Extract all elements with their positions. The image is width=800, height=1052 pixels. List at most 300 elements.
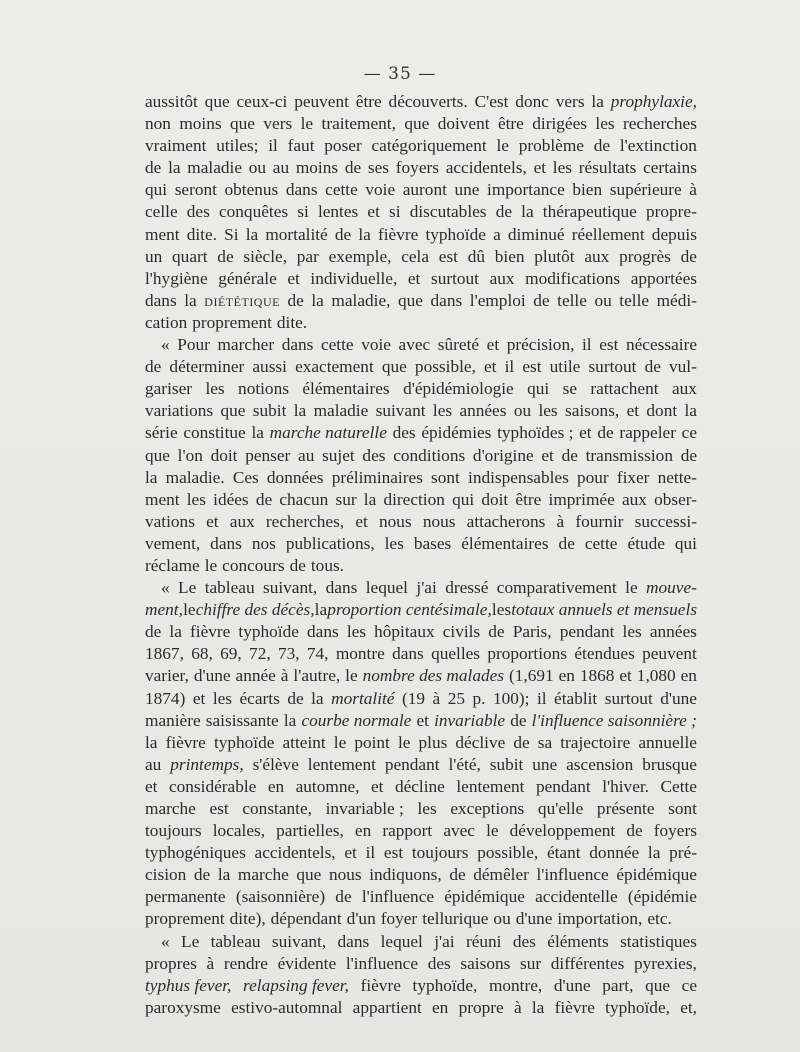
word: en <box>680 666 697 686</box>
word: de <box>217 246 234 266</box>
word: typhus fever, <box>145 975 232 995</box>
word: qui <box>674 533 697 553</box>
word: cette <box>320 335 354 355</box>
word: lentement <box>307 754 376 774</box>
word: totaux annuels et mensuels <box>511 600 697 620</box>
word: typhoïde, <box>605 997 670 1017</box>
word: que <box>204 92 230 111</box>
word: il <box>536 688 547 708</box>
text-line <box>145 201 697 223</box>
text-line <box>145 113 697 135</box>
word: diététique <box>204 290 280 310</box>
word: typhoïde <box>213 732 275 752</box>
word: les <box>622 622 642 642</box>
word: la <box>293 401 307 421</box>
word: suivant <box>375 401 426 421</box>
word: pendant <box>384 754 440 774</box>
word: et <box>355 511 368 531</box>
word: surtout <box>588 357 637 377</box>
text-line <box>145 621 697 643</box>
word: ou <box>248 158 267 178</box>
word: invariable <box>434 710 506 730</box>
text-line <box>145 489 697 511</box>
word: il <box>504 357 515 377</box>
word: transmission <box>585 445 673 465</box>
word: ment, <box>145 600 183 620</box>
word: indiquons, <box>369 865 442 885</box>
word: résultats <box>578 158 637 178</box>
word: auront <box>402 180 447 200</box>
word: dans <box>337 931 370 951</box>
word: 73, <box>277 644 300 664</box>
word: de <box>558 533 575 553</box>
word: le <box>300 114 314 134</box>
text-line <box>145 179 697 201</box>
text-line <box>145 135 697 157</box>
text-line <box>145 864 697 886</box>
word: de <box>193 865 211 885</box>
word: concours <box>222 555 285 575</box>
word: lentement <box>456 776 525 796</box>
word: à <box>513 997 522 1017</box>
word: 1868 <box>579 666 615 686</box>
word: l'hygiène <box>145 268 208 288</box>
word: à <box>689 180 697 200</box>
word: de <box>449 865 466 885</box>
word: toujours <box>145 821 202 841</box>
word: que <box>220 401 246 421</box>
word: Ces <box>232 467 259 487</box>
word: tous. <box>310 555 345 575</box>
word: 25 <box>447 688 465 708</box>
word: le <box>397 732 411 752</box>
word: en <box>267 776 285 796</box>
word: précision, <box>506 335 575 355</box>
word: dite), <box>229 909 266 929</box>
word: exemple, <box>328 246 392 266</box>
text-line <box>145 798 697 820</box>
word: surtout <box>604 688 653 708</box>
word: tableau <box>204 578 255 598</box>
word: la <box>358 224 371 244</box>
word: Paris, <box>512 622 552 642</box>
word: année <box>235 666 276 686</box>
word: dans <box>392 644 424 664</box>
word: successi- <box>634 511 697 531</box>
word: mouve- <box>646 578 697 598</box>
word: tellurique <box>422 909 489 929</box>
word: possible, <box>477 843 539 863</box>
word: 1,080 <box>636 666 676 686</box>
word: ou <box>493 909 511 929</box>
word: une <box>532 754 558 774</box>
word: que <box>645 975 671 995</box>
word: et <box>626 401 640 421</box>
word: chiffre des décès, <box>195 600 315 620</box>
word: (1,691 <box>508 666 554 686</box>
word: qui <box>145 180 168 200</box>
word: est <box>383 843 404 863</box>
word: présente <box>596 799 655 818</box>
word: la <box>217 865 231 885</box>
word: cision <box>145 865 187 885</box>
word: invariable ; <box>325 799 404 818</box>
word: établit <box>554 688 598 708</box>
word: rappeler <box>619 423 676 443</box>
word: la <box>145 467 158 487</box>
word: de <box>488 622 505 642</box>
word: les <box>538 401 558 421</box>
word: accidentels, <box>445 158 527 178</box>
word: C'est <box>474 92 509 111</box>
word: est <box>522 357 542 377</box>
word: attacherons <box>466 511 546 531</box>
word: maladie, <box>331 290 391 310</box>
word: mortalité <box>331 688 395 708</box>
word: en <box>354 821 372 841</box>
word: réellement <box>571 224 645 244</box>
word: que <box>404 114 430 134</box>
word: de <box>680 445 697 465</box>
word: l'été, <box>448 754 481 774</box>
word: la <box>314 600 328 620</box>
word: dressé <box>445 578 489 598</box>
word: nombre des malades <box>362 666 505 686</box>
word: « <box>161 578 170 598</box>
word: « <box>161 931 170 951</box>
word: faut <box>287 136 315 156</box>
word: subit <box>252 401 287 421</box>
word: de <box>597 423 614 443</box>
word: d'origine <box>472 445 534 465</box>
word: propre <box>458 997 504 1017</box>
word: le <box>183 600 196 620</box>
word: au <box>145 754 162 774</box>
word: Pour <box>177 335 210 355</box>
word: hôpitaux <box>374 622 435 642</box>
word: importation, <box>557 909 643 929</box>
word: mortalité <box>265 224 328 244</box>
word: brusque <box>642 754 697 774</box>
word: la <box>647 843 661 863</box>
word: l'on <box>177 445 203 465</box>
word: importance <box>487 180 565 200</box>
word: ou <box>594 290 612 310</box>
word: l'autre, <box>293 666 341 686</box>
word: nous <box>422 511 456 531</box>
word: civils <box>442 622 481 642</box>
word: se <box>562 379 578 399</box>
word: annuelle <box>638 732 697 752</box>
word: d'une <box>660 688 697 708</box>
word: non <box>145 114 171 134</box>
word: maladie <box>187 158 242 178</box>
word: dans <box>307 622 339 642</box>
word: utiles; <box>216 136 259 156</box>
word: les <box>595 114 615 134</box>
word: en <box>432 997 449 1017</box>
text-line <box>145 599 697 621</box>
word: les <box>384 533 404 553</box>
word: vul- <box>669 357 697 377</box>
word: décline <box>394 776 445 796</box>
word: marche <box>145 799 196 818</box>
word: et <box>484 357 497 377</box>
word: la <box>363 489 377 509</box>
word: montre, <box>488 975 543 995</box>
word: rendre <box>223 953 268 973</box>
word: doit <box>481 489 509 509</box>
text-line <box>145 246 697 268</box>
word: peuvent <box>294 92 349 111</box>
word: les <box>552 158 572 178</box>
word: sont <box>668 799 697 818</box>
word: et <box>619 666 632 686</box>
word: permanente <box>145 887 226 907</box>
word: accidentelle <box>535 887 618 907</box>
word: atteint <box>282 732 326 752</box>
word: plus <box>418 732 448 752</box>
word: certains <box>643 158 697 178</box>
text-line <box>145 157 697 179</box>
word: pendant <box>535 776 591 796</box>
word: dite. <box>186 224 217 244</box>
word: fournir <box>575 511 624 531</box>
word: découverts. <box>388 92 468 111</box>
word: être <box>497 114 524 134</box>
word: dirigées <box>532 114 587 134</box>
word: éléments <box>547 931 609 951</box>
text-line <box>145 334 697 356</box>
word: vations <box>145 511 195 531</box>
word: donc <box>515 92 549 111</box>
word: exceptions <box>450 799 525 818</box>
word: la <box>531 997 545 1017</box>
word: élémentaires <box>461 533 549 553</box>
word: à <box>280 666 289 686</box>
word: l'emploi <box>469 290 526 310</box>
word: il <box>268 136 278 156</box>
word: sont <box>431 467 460 487</box>
word: données <box>266 467 324 487</box>
word: d'une <box>553 975 591 995</box>
text-line <box>145 290 697 312</box>
word: démêler <box>473 865 529 885</box>
word: de <box>533 290 550 310</box>
word: épidémique <box>444 887 525 907</box>
word: traitement, <box>321 114 396 134</box>
word: doivent <box>437 114 490 134</box>
word: que <box>296 865 322 885</box>
word: de <box>287 290 304 310</box>
word: au <box>272 158 290 178</box>
word: ce <box>681 975 697 995</box>
text-line <box>145 754 697 776</box>
word: et <box>370 776 384 796</box>
word: les <box>205 379 225 399</box>
word: de <box>344 158 362 178</box>
word: typhoïdes ; <box>497 423 574 443</box>
word: aussitôt <box>145 92 198 111</box>
word: de <box>145 357 162 377</box>
word: il <box>582 335 592 355</box>
word: utile <box>549 357 581 377</box>
word: aux <box>584 246 610 266</box>
word: le <box>204 555 218 575</box>
word: et <box>579 423 592 443</box>
text-line <box>145 91 697 113</box>
word: et <box>541 445 554 465</box>
text-line <box>145 511 697 533</box>
word: « <box>161 335 170 355</box>
word: celle <box>145 202 178 222</box>
word: des <box>186 202 210 222</box>
word: avec <box>398 335 431 355</box>
word: est <box>599 335 619 355</box>
word: de <box>593 136 611 156</box>
word: élémentaires <box>302 379 390 399</box>
word: l'influence <box>361 887 435 907</box>
word: et <box>416 710 429 730</box>
word: bases <box>413 533 452 553</box>
word: de <box>644 357 661 377</box>
word: etc. <box>647 909 672 929</box>
text-line <box>145 776 697 798</box>
word: 69, <box>220 644 242 664</box>
word: tableau <box>210 931 261 951</box>
word: conquêtes <box>218 202 289 222</box>
word: nos <box>251 533 276 553</box>
word: dont <box>646 401 678 421</box>
word: aux <box>621 489 647 509</box>
word: et <box>145 776 158 796</box>
word: printemps, <box>170 754 244 774</box>
word: ascension <box>566 754 634 774</box>
word: direction <box>383 489 445 509</box>
word: indispensables <box>468 467 569 487</box>
word: que <box>398 290 423 310</box>
word: a <box>493 224 501 244</box>
word: ce <box>681 423 697 443</box>
word: seront <box>174 180 217 200</box>
word: gariser <box>145 379 193 399</box>
word: quelles <box>431 644 481 664</box>
word: de <box>335 887 352 907</box>
word: apportées <box>630 268 697 288</box>
word: sur <box>335 489 357 509</box>
word: varier, <box>145 666 189 686</box>
word: thérapeutique <box>542 202 637 222</box>
word: trajectoire <box>560 732 631 752</box>
word: telle <box>557 290 587 310</box>
text-line <box>145 467 697 489</box>
word: en <box>558 666 575 686</box>
word: préliminaires <box>331 467 423 487</box>
text-line <box>145 555 697 577</box>
word: de <box>680 246 697 266</box>
word: épidémique <box>616 865 697 885</box>
word: à <box>432 688 441 708</box>
word: développement <box>509 821 616 841</box>
word: publications, <box>285 533 375 553</box>
word: penser <box>245 445 291 465</box>
word: étant <box>546 843 581 863</box>
word: toujours <box>411 843 469 863</box>
word: et <box>407 268 421 288</box>
word: le <box>496 136 509 156</box>
word: le <box>486 821 499 841</box>
word: être <box>515 489 542 509</box>
text-line <box>145 268 697 290</box>
word: moins <box>179 114 222 134</box>
word: d'un <box>346 909 376 929</box>
word: aussi <box>252 357 287 377</box>
word: proprement <box>145 909 225 929</box>
word: différentes <box>550 953 625 973</box>
word: le <box>333 732 347 752</box>
word: lequel <box>380 931 423 951</box>
word: vraiment <box>145 136 207 156</box>
word: fixer <box>616 467 650 487</box>
word: marche naturelle <box>269 423 387 443</box>
word: la <box>283 710 297 730</box>
word: déclive <box>455 732 506 752</box>
word: typhoïde <box>238 622 299 642</box>
word: cette <box>584 533 618 553</box>
word: supérieure <box>609 180 682 200</box>
word: l'influence saisonnière ; <box>531 710 697 730</box>
word: cette <box>325 180 358 200</box>
word: la <box>168 158 181 178</box>
word: déterminer <box>169 357 245 377</box>
word: obser- <box>654 489 697 509</box>
word: de <box>289 555 306 575</box>
word: typhoïde <box>425 224 486 244</box>
word: 72, <box>249 644 271 664</box>
word: l'extinction <box>619 136 697 156</box>
word: nécessaire <box>626 335 697 355</box>
word: cation <box>145 312 188 332</box>
word: d'une <box>193 666 231 686</box>
word: saisons, <box>564 401 620 421</box>
word: les <box>212 688 233 708</box>
word: des <box>392 423 416 443</box>
word: l'influence <box>345 953 419 973</box>
word: la <box>311 688 324 708</box>
word: voie <box>361 335 391 355</box>
word: écarts <box>239 688 280 708</box>
word: le <box>345 666 358 686</box>
word: automne, <box>295 776 360 796</box>
word: et <box>367 202 380 222</box>
word: si <box>297 202 309 222</box>
word: foyers <box>653 821 697 841</box>
word: et <box>192 688 206 708</box>
word: (19 <box>401 688 426 708</box>
word: statistiques <box>620 931 697 951</box>
word: des <box>512 931 536 951</box>
word: comparativement <box>496 578 617 598</box>
word: point <box>354 732 390 752</box>
word: de <box>513 732 530 752</box>
word: Le <box>181 931 200 951</box>
word: surtout <box>430 268 479 288</box>
word: depuis <box>651 224 697 244</box>
word: la <box>251 423 264 443</box>
word: suivant, <box>271 931 327 951</box>
word: la <box>184 290 197 310</box>
word: constante, <box>242 799 312 818</box>
